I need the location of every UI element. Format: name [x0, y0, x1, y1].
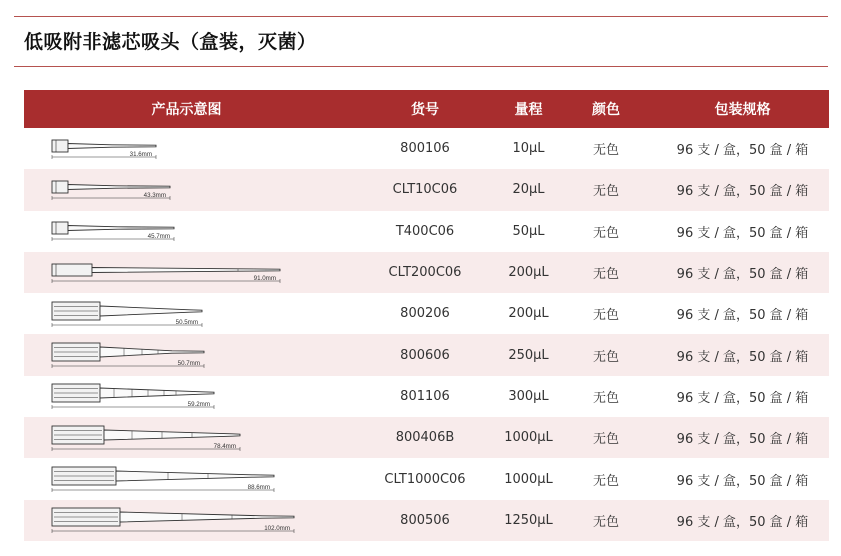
volume-range: 1000µL [504, 471, 553, 487]
tip-color: 无色 [592, 143, 619, 159]
packing-spec: 96 支 / 盒，50 盒 / 箱 [676, 267, 809, 283]
table-row [24, 500, 829, 541]
header-volume: 量程 [514, 102, 543, 118]
dimension-label: 78.4mm [213, 442, 236, 450]
pipette-tip-diagram [24, 502, 290, 538]
tip-color: 无色 [592, 473, 619, 489]
pipette-tip-diagram [24, 213, 274, 249]
tip-color: 无色 [592, 514, 619, 530]
packing-spec: 96 支 / 盒，50 盒 / 箱 [676, 432, 809, 448]
dimension-label: 59.2mm [187, 401, 210, 409]
product-code: CLT10C06 [392, 182, 458, 198]
pipette-tip-diagram [24, 420, 274, 456]
dimension-label: 43.3mm [143, 191, 166, 199]
table-row [24, 211, 829, 252]
packing-spec: 96 支 / 盒，50 盒 / 箱 [676, 473, 809, 489]
dimension-label: 45.7mm [147, 233, 170, 241]
product-code: 800606 [400, 347, 450, 363]
table-row [24, 169, 829, 210]
tip-color: 无色 [592, 349, 619, 365]
title-rule [14, 66, 828, 67]
header-image: 产品示意图 [151, 102, 222, 118]
top-rule [14, 16, 828, 17]
packing-spec: 96 支 / 盒，50 盒 / 箱 [676, 143, 809, 159]
packing-spec: 96 支 / 盒，50 盒 / 箱 [676, 390, 809, 406]
product-image-cell [24, 417, 349, 458]
packing-spec: 96 支 / 盒，50 盒 / 箱 [676, 514, 809, 530]
tip-color: 无色 [592, 267, 619, 283]
packing-spec: 96 支 / 盒，50 盒 / 箱 [676, 308, 809, 324]
product-image-cell [24, 252, 349, 293]
product-image-cell [24, 500, 349, 541]
pipette-tip-diagram [24, 378, 274, 414]
product-code: 801106 [400, 388, 450, 404]
product-table [24, 90, 829, 541]
table-row [24, 334, 829, 375]
product-image-cell [24, 169, 349, 210]
product-image-cell [24, 293, 349, 334]
product-code: 800206 [400, 306, 450, 322]
tip-color: 无色 [592, 184, 619, 200]
table-body [24, 128, 829, 541]
product-code: 800106 [400, 141, 450, 157]
product-code: CLT1000C06 [384, 471, 466, 487]
product-image-cell [24, 211, 349, 252]
dimension-label: 31.6mm [129, 150, 152, 158]
tip-color: 无色 [592, 390, 619, 406]
page-title: 低吸附非滤芯吸头（盒装，灭菌） [24, 31, 317, 53]
header-packing: 包装规格 [714, 102, 771, 118]
pipette-tip-diagram [24, 172, 274, 208]
tip-color: 无色 [592, 225, 619, 241]
volume-range: 20µL [512, 182, 545, 198]
tip-color: 无色 [592, 308, 619, 324]
volume-range: 200µL [508, 306, 549, 322]
packing-spec: 96 支 / 盒，50 盒 / 箱 [676, 349, 809, 365]
volume-range: 1000µL [504, 430, 553, 446]
pipette-tip-diagram [24, 255, 274, 291]
table-row [24, 458, 829, 499]
volume-range: 200µL [508, 265, 549, 281]
volume-range: 250µL [508, 347, 549, 363]
dimension-label: 102.0mm [264, 525, 290, 533]
dimension-label: 50.5mm [175, 318, 198, 326]
volume-range: 50µL [512, 223, 545, 239]
pipette-tip-diagram [24, 337, 274, 373]
table-row [24, 293, 829, 334]
pipette-tip-diagram [24, 296, 274, 332]
dimension-label: 88.6mm [247, 484, 270, 492]
pipette-tip-diagram [24, 131, 274, 167]
table-row [24, 417, 829, 458]
tip-color: 无色 [592, 432, 619, 448]
table-row [24, 252, 829, 293]
packing-spec: 96 支 / 盒，50 盒 / 箱 [676, 225, 809, 241]
product-image-cell [24, 334, 349, 375]
product-code: 800406B [395, 430, 455, 446]
table-row [24, 376, 829, 417]
volume-range: 10µL [512, 141, 545, 157]
volume-range: 300µL [508, 388, 549, 404]
pipette-tip-diagram [24, 461, 274, 497]
volume-range: 1250µL [504, 512, 553, 528]
table-row [24, 128, 829, 169]
header-color: 颜色 [592, 102, 620, 118]
dimension-label: 50.7mm [177, 360, 200, 368]
product-code: CLT200C06 [388, 265, 462, 281]
product-image-cell [24, 458, 349, 499]
table-header [24, 90, 829, 128]
product-image-cell [24, 376, 349, 417]
header-code: 货号 [411, 102, 439, 118]
product-code: 800506 [400, 512, 450, 528]
packing-spec: 96 支 / 盒，50 盒 / 箱 [676, 184, 809, 200]
product-code: T400C06 [395, 223, 455, 239]
dimension-label: 91.0mm [253, 274, 276, 282]
product-image-cell [24, 128, 349, 169]
